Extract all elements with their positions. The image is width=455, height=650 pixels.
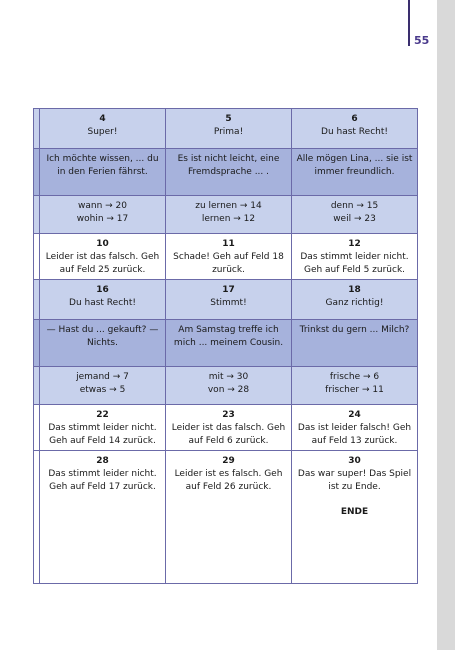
- board-field: [40, 367, 166, 405]
- field-text: Ich möchte wissen, ... du in den Ferien fährst.: [46, 154, 159, 177]
- field-text: Das stimmt leider nicht. Geh auf Feld 5 zurück.: [300, 252, 409, 275]
- field-text: Stimmt!: [210, 298, 247, 308]
- board-field: [292, 320, 418, 367]
- board-row: [34, 196, 418, 234]
- field-text: Ganz richtig!: [325, 298, 384, 308]
- end-label: ENDE: [340, 507, 369, 517]
- board-row: [34, 109, 418, 149]
- answer-option: frische → 6: [329, 372, 380, 382]
- board-field: [40, 149, 166, 196]
- board-field: [292, 451, 418, 584]
- field-text: Prima!: [213, 127, 244, 137]
- field-number: 5: [225, 114, 232, 124]
- field-number: 23: [222, 410, 235, 420]
- field-text: — Hast du ... gekauft? — Nichts.: [46, 325, 159, 348]
- field-text: Das stimmt leider nicht. Geh auf Feld 17 zurück.: [48, 469, 157, 492]
- field-text: Leider ist das falsch. Geh auf Feld 25 zurück.: [45, 252, 160, 275]
- answer-option: jemand → 7: [76, 372, 129, 382]
- board-field: [166, 234, 292, 280]
- board-field: [292, 405, 418, 451]
- board-field: [40, 451, 166, 584]
- field-number: 28: [96, 456, 109, 466]
- field-text: Du hast Recht!: [69, 298, 136, 308]
- field-text: Das stimmt leider nicht. Geh auf Feld 14 zurück.: [48, 423, 157, 446]
- answer-option: lernen → 12: [201, 214, 256, 224]
- board-field: [40, 320, 166, 367]
- answer-option: etwas → 5: [79, 385, 126, 395]
- answer-option: wohin → 17: [76, 214, 129, 224]
- board-field: [292, 196, 418, 234]
- field-text: Das ist leider falsch! Geh auf Feld 13 zurück.: [297, 423, 412, 446]
- field-text: Trinkst du gern ... Milch?: [299, 325, 410, 335]
- field-number: 16: [96, 285, 109, 295]
- board-row: [34, 280, 418, 320]
- board-field: [292, 234, 418, 280]
- board-field: [292, 367, 418, 405]
- answer-option: wann → 20: [78, 201, 127, 211]
- board-row: [34, 320, 418, 367]
- game-board-body: [34, 109, 418, 584]
- board-field: [166, 280, 292, 320]
- field-text: Super!: [87, 127, 118, 137]
- board-row: [34, 367, 418, 405]
- board-row: [34, 451, 418, 584]
- page-number: 55: [414, 34, 430, 47]
- field-number: 29: [222, 456, 235, 466]
- field-number: 10: [96, 239, 109, 249]
- answer-option: von → 28: [207, 385, 250, 395]
- board-row: [34, 234, 418, 280]
- board-field: [166, 320, 292, 367]
- field-number: 22: [96, 410, 109, 420]
- board-field: [166, 405, 292, 451]
- board-field: [292, 109, 418, 149]
- field-number: 12: [348, 239, 361, 249]
- board-field: [292, 280, 418, 320]
- top-divider-line: [408, 0, 410, 46]
- field-number: 4: [99, 114, 106, 124]
- field-text: Schade! Geh auf Feld 18 zurück.: [173, 252, 284, 275]
- board-field: [40, 405, 166, 451]
- board-field: [166, 109, 292, 149]
- answer-option: frischer → 11: [325, 385, 384, 395]
- field-text: Leider ist es falsch. Geh auf Feld 26 zurück.: [174, 469, 283, 492]
- board-field: [40, 234, 166, 280]
- board-field: [166, 196, 292, 234]
- board-field: [166, 451, 292, 584]
- field-text: Du hast Recht!: [321, 127, 388, 137]
- board-field: [166, 367, 292, 405]
- board-field: [40, 109, 166, 149]
- board-row: [34, 149, 418, 196]
- answer-option: zu lernen → 14: [195, 201, 262, 211]
- field-number: 18: [348, 285, 361, 295]
- field-number: 11: [222, 239, 235, 249]
- board-field: [166, 149, 292, 196]
- field-text: Das war super! Das Spiel ist zu Ende.: [297, 469, 412, 492]
- board-row: [34, 405, 418, 451]
- field-number: 17: [222, 285, 235, 295]
- field-text: Alle mögen Lina, ... sie ist immer freundlich.: [296, 154, 413, 177]
- field-text: Es ist nicht leicht, eine Fremdsprache ... .: [177, 154, 280, 177]
- game-board-table: [33, 108, 418, 584]
- answer-option: weil → 23: [333, 214, 376, 224]
- field-number: 30: [348, 456, 361, 466]
- board-field: [40, 280, 166, 320]
- board-field: [40, 196, 166, 234]
- field-text: Leider ist das falsch. Geh auf Feld 6 zurück.: [171, 423, 286, 446]
- answer-option: denn → 15: [330, 201, 379, 211]
- answer-option: mit → 30: [208, 372, 249, 382]
- field-text: Am Samstag treffe ich mich ... meinem Cousin.: [173, 325, 284, 348]
- field-number: 6: [351, 114, 358, 124]
- page-edge-strip: [437, 0, 455, 650]
- board-field: [292, 149, 418, 196]
- field-number: 24: [348, 410, 361, 420]
